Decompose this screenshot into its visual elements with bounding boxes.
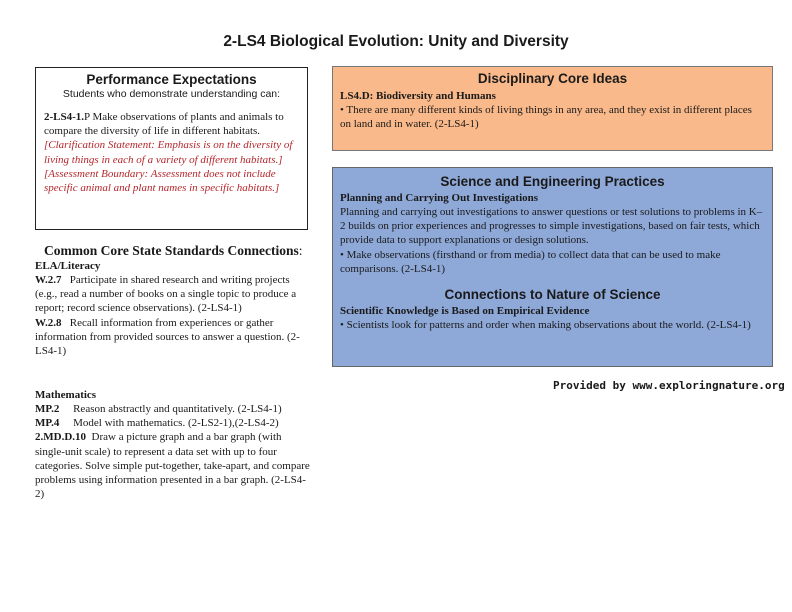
math-code: MP.2 [35, 403, 60, 415]
pe-code: 2-LS4-1. [44, 111, 85, 123]
sep-bullet: • Make observations (firsthand or from media) to collect data that can be used to make comparisons. (2-LS4-1) [340, 248, 721, 275]
sep-heading: Planning and Carrying Out Investigations [340, 192, 539, 204]
dci-heading: LS4.D: Biodiversity and Humans [340, 90, 496, 102]
ela-code: W.2.8 [35, 316, 62, 329]
cns-title: Connections to Nature of Science [444, 287, 661, 303]
performance-expectations-subtitle: Students who demonstrate understanding can: [62, 88, 281, 100]
math-code: 2.MD.D.10 [35, 431, 87, 444]
math-item [35, 430, 310, 501]
math-heading: Mathematics [35, 389, 97, 401]
ccss-title [44, 243, 303, 259]
math-code: MP.4 [35, 417, 60, 430]
ccss-title-text: Common Core State Standards Connections [44, 243, 299, 258]
clarification-statement: [Clarification Statement: Emphasis is on the diversity of living things in each of a variety of different habitats.] [Assessment Boundary: Assessment does not include specific animal and plant names in specific habitats.] [44, 139, 293, 195]
dci-bullet: • There are many different kinds of living things in any area, and they exist in different places on land and in water. (2-LS4-1) [340, 104, 752, 131]
ela-item [35, 273, 310, 316]
pe-text: P Make observations of plants and animals to compare the diversity of life in different habitats. [44, 111, 284, 138]
science-engineering-practices-box [332, 167, 773, 367]
performance-expectations-title: Performance Expectations [86, 72, 257, 87]
dci-title: Disciplinary Core Ideas [477, 71, 628, 86]
math-text: Draw a picture graph and a bar graph (with single-unit scale) to represent a data set with up to four categories. Solve simple put-together, take-apart, and compare problems using information presented in a bar graph. (2-LS4-2) [35, 431, 310, 501]
ela-section [35, 259, 310, 358]
ela-text: Participate in shared research and writing projects (e.g., read a number of books on a single topic to produce a report; record science observations). (2-LS4-1) [35, 274, 297, 315]
performance-expectations-box [35, 67, 308, 230]
cns-bullet: • Scientists look for patterns and order when making observations about the world. (2-LS4-1) [340, 319, 751, 332]
ela-item [35, 316, 310, 359]
ela-text: Recall information from experiences or gather information from provided sources to answer a question. (2-LS4-1) [35, 316, 300, 358]
disciplinary-core-ideas-box [332, 66, 773, 151]
performance-expectation-item [44, 110, 299, 138]
page-title: 2-LS4 Biological Evolution: Unity and Diversity [223, 33, 569, 50]
math-section [35, 388, 310, 501]
cns-heading: Scientific Knowledge is Based on Empirical Evidence [340, 305, 590, 318]
provided-by-credit: Provided by www.exploringnature.org [553, 379, 785, 392]
math-text: Reason abstractly and quantitatively. (2-LS4-1) [73, 403, 282, 415]
ela-code: W.2.7 [35, 274, 62, 286]
ela-heading: ELA/Literacy [35, 260, 101, 272]
sep-title: Science and Engineering Practices [440, 174, 665, 189]
math-item [35, 402, 310, 416]
sep-text: Planning and carrying out investigations to answer questions or test solutions to problems in K–2 builds on prior experiences and progresses to simple investigations, based on fair tests, which provide data to support explanations or design solutions. [340, 206, 763, 247]
math-text: Model with mathematics. (2-LS2-1),(2-LS4-2) [73, 417, 279, 430]
math-item [35, 416, 310, 430]
ccss-title-colon: : [298, 243, 303, 258]
